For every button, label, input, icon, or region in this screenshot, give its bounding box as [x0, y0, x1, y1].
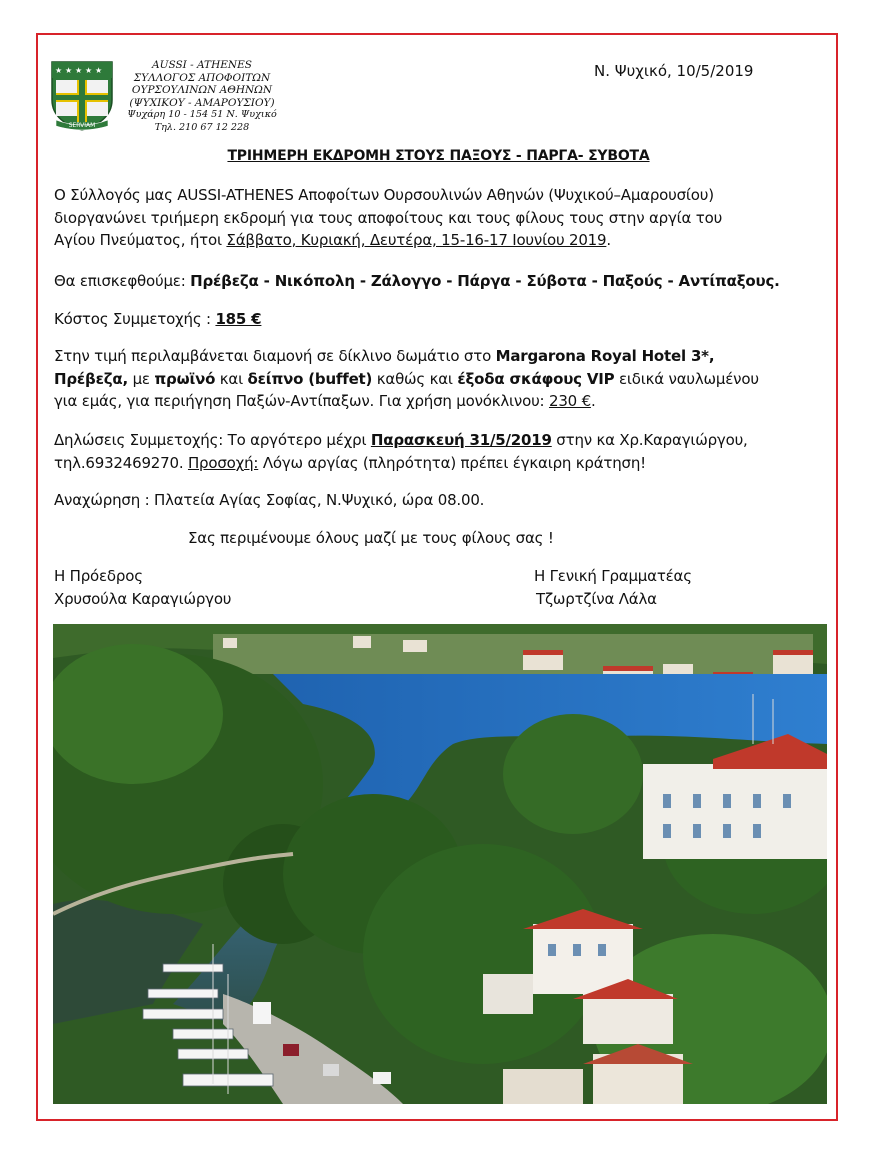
- breakfast: πρωϊνό: [154, 369, 216, 388]
- intro-paragraph: [54, 184, 844, 252]
- intro-line: διοργανώνει τριήμερη εκδρομή για τους αποφοίτους και τους φίλους τους στην αργία του: [54, 208, 723, 227]
- dinner: δείπνο (buffet): [247, 369, 373, 388]
- org-line: ΣΥΛΛΟΓΟΣ ΑΠΟΦΟΙΤΩΝ: [133, 71, 271, 84]
- document-title: ΤΡΙΗΜΕΡΗ ΕΚΔΡΟΜΗ ΣΤΟΥΣ ΠΑΞΟΥΣ - ΠΑΡΓΑ- ΣΥΒΟΤΑ: [227, 148, 650, 164]
- registration-line: [54, 452, 844, 475]
- registration-text: στην κα Χρ.Καραγιώργου,: [551, 431, 748, 449]
- registration-line: [54, 429, 844, 452]
- closing-line: Σας περιμένουμε όλους μαζί με τους φίλους σας !: [188, 529, 554, 547]
- svg-text:★: ★: [75, 66, 83, 75]
- intro-text: .: [606, 231, 611, 249]
- cost-paragraph: [54, 308, 844, 331]
- visit-label: Θα επισκεφθούμε:: [54, 272, 191, 290]
- org-line: ΟΥΡΣΟΥΛΙΝΩΝ ΑΘΗΝΩΝ: [131, 84, 273, 97]
- svg-text:★: ★: [95, 66, 103, 75]
- departure-paragraph: Αναχώρηση : Πλατεία Αγίας Σοφίας, Ν.Ψυχικό, ώρα 08.00.: [54, 491, 485, 509]
- intro-text: Αγίου Πνεύματος, ήτοι: [54, 231, 227, 249]
- org-line: AUSSI - ATHENES: [152, 59, 252, 71]
- registration-deadline: Παρασκευή 31/5/2019: [370, 431, 552, 449]
- organization-header: [122, 59, 282, 135]
- registration-text: Λόγω αργίας (πληρότητα) πρέπει έγκαιρη κράτηση!: [258, 453, 646, 472]
- signature-right-role: Η Γενική Γραμματέας: [534, 567, 692, 585]
- registration-phone: τηλ.6932469270.: [54, 453, 188, 472]
- signature-left-role: Η Πρόεδρος: [54, 567, 143, 585]
- includes-paragraph: [54, 345, 844, 413]
- svg-text:★: ★: [85, 66, 93, 75]
- visit-paragraph: [54, 270, 844, 293]
- letter-date: Ν. Ψυχικό, 10/5/2019: [594, 62, 754, 80]
- intro-line: [54, 229, 844, 252]
- includes-line: [54, 368, 844, 391]
- includes-text: για εμάς, για περιήγηση Παξών-Αντίπαξων. Για χρήση μονόκλινου:: [54, 392, 549, 410]
- crest-motto: SERVIAM: [68, 122, 96, 129]
- hotel-city: Πρέβεζα,: [54, 369, 128, 388]
- school-crest-logo: [50, 60, 114, 132]
- single-room-cost: 230 €: [548, 392, 591, 410]
- boat-costs: έξοδα σκάφους VIP: [457, 369, 615, 388]
- includes-text: και: [215, 369, 248, 388]
- registration-text: Δηλώσεις Συμμετοχής: Το αργότερο μέχρι: [54, 431, 371, 449]
- org-address: Ψυχάρη 10 - 154 51 Ν. Ψυχικό: [127, 109, 277, 121]
- signature-right-name: Τζωρτζίνα Λάλα: [536, 590, 657, 608]
- signature-left-name: Χρυσούλα Καραγιώργου: [54, 590, 232, 608]
- svg-text:★: ★: [55, 66, 63, 75]
- visit-places: Πρέβεζα - Νικόπολη - Ζάλογγο - Πάργα - Σύβοτα - Παξούς - Αντίπαξους.: [190, 272, 780, 290]
- cost-label: Κόστος Συμμετοχής :: [54, 310, 216, 328]
- org-phone: Τηλ. 210 67 12 228: [154, 121, 250, 133]
- includes-text: Στην τιμή περιλαμβάνεται διαμονή σε δίκλινο δωμάτιο στο: [54, 347, 496, 365]
- trip-dates: Σάββατο, Κυριακή, Δευτέρα, 15-16-17 Ιουνίου 2019: [226, 231, 607, 249]
- includes-line: [54, 345, 844, 368]
- cost-value: 185 €: [215, 310, 262, 328]
- harbor-photo: [53, 624, 827, 1104]
- attention-label: Προσοχή:: [187, 453, 259, 472]
- includes-text: .: [590, 392, 596, 410]
- registration-paragraph: [54, 429, 844, 474]
- hotel-name: Margarona Royal Hotel 3*,: [495, 347, 715, 365]
- includes-text: με: [128, 369, 155, 388]
- includes-text: ειδικά ναυλωμένου: [614, 369, 759, 388]
- org-line: (ΨΥΧΙΚΟΥ - ΑΜΑΡΟΥΣΙΟΥ): [129, 96, 275, 109]
- includes-text: καθώς και: [372, 369, 458, 388]
- includes-line: [54, 390, 844, 413]
- intro-line: Ο Σύλλογός μας AUSSI-ATHENES Αποφοίτων Ουρσουλινών Αθηνών (Ψυχικού–Αμαρουσίου): [54, 186, 714, 204]
- svg-text:★: ★: [65, 66, 73, 75]
